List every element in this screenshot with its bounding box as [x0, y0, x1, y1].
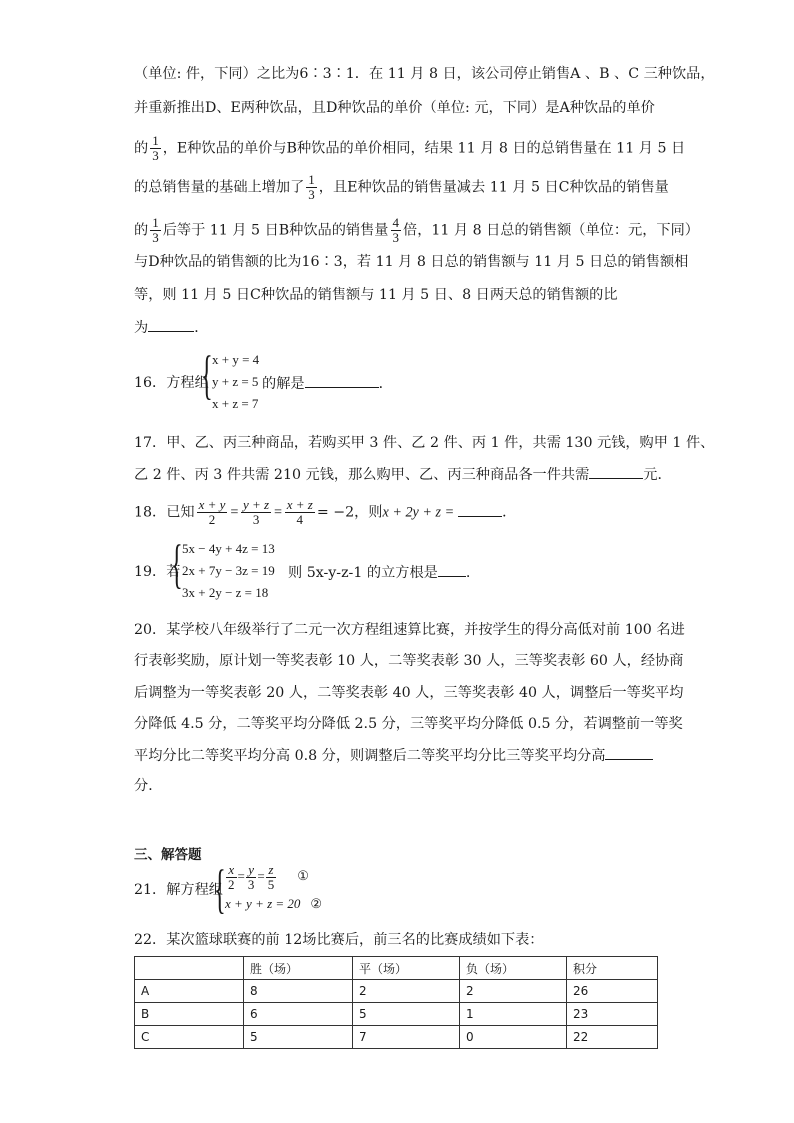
answer-blank[interactable] — [458, 502, 502, 517]
table-row: A 8 2 2 26 — [135, 980, 658, 1003]
system-brace: { — [201, 345, 213, 405]
q15-line-2: 并重新推出D、E两种饮品，且D种饮品的单价（单位: 元，下同）是A种饮品的单价 — [134, 100, 655, 116]
section-heading: 三、解答题 — [134, 847, 202, 863]
q16-system — [212, 352, 259, 412]
q20-line-4: 分降低 4.5 分，二等奖平均分降低 2.5 分，三等奖平均分降低 0.5 分，若调整前一等奖 — [134, 716, 683, 732]
q15-line-3: 的 $\frac{1}{3}$ ，E种饮品的单价与B种饮品的单价相同，结果 11 月 8 日的总销售量在 11 月 5 日 — [134, 133, 686, 163]
q15-line-5: 的 $\frac{1}{3}$ 后等于 11 月 5 日B种饮品的销售量 $\frac{4}{3}$ 倍，11 月 8 日总的销售额（单位：元，下同） — [134, 215, 699, 245]
q15-line-1: （单位: 件，下同）之比为6∶3∶1．在 11 月 8 日，该公司停止销售A 、B 、C 三种饮品， — [134, 66, 715, 82]
q17-line-1: 17．甲、乙、丙三种商品，若购买甲 3 件、乙 2 件、丙 1 件，共需 130 元钱，购甲 1 件、 — [134, 435, 715, 451]
table-row: C 5 7 0 22 — [135, 1026, 658, 1049]
fraction: $\frac{y}{3}$ — [247, 862, 255, 892]
q20-line-3: 后调整为一等奖表彰 20 人，二等奖表彰 40 人，三等奖表彰 40 人，调整后一等奖平均 — [134, 685, 684, 701]
equation: 2x + 7y − 3z = 19 — [182, 563, 275, 578]
equation: x + z = 7 — [212, 396, 259, 411]
fraction: $\frac{z}{5}$ — [267, 862, 275, 892]
q22-text: 22．某次篮球联赛的前 12场比赛后，前三名的比赛成绩如下表： — [134, 932, 544, 948]
q15-line-8: 为 ． — [134, 317, 208, 338]
q21-label: 21．解方程组 — [134, 882, 223, 898]
q21-system — [225, 863, 322, 912]
q20-line-5: 平均分比二等奖平均分高 0.8 分，则调整后二等奖平均分比三等奖平均分高 — [134, 745, 653, 766]
q19-suffix: 则 5x-y-z-1 的立方根是 . — [288, 562, 470, 583]
score-table — [134, 956, 658, 1049]
q19-label: 19．若 — [134, 564, 181, 580]
q15-line-6: 与D种饮品的销售额的比为16∶3，若 11 月 8 日总的销售额与 11 月 5 日总的销售额相 — [134, 254, 689, 270]
q21-equation-1: $\frac{x}{2}$ = $\frac{y}{3}$ = $\frac{z}{5}$ ① — [228, 862, 309, 892]
fraction-one-third: $\frac{1}{3}$ — [152, 215, 159, 245]
system-brace: { — [171, 534, 183, 594]
q16-suffix: 的解是 ． — [262, 373, 393, 394]
q20-line-1: 20．某学校八年级举行了二元一次方程组速算比赛，并按学生的得分高低对前 100 名进 — [134, 622, 685, 638]
table-row: B 6 5 1 23 — [135, 1003, 658, 1026]
fraction: $\frac{x + z}{4}$ — [286, 497, 313, 527]
fraction: $\frac{y + z}{3}$ — [243, 497, 270, 527]
q17-line-2: 乙 2 件、丙 3 件共需 210 元钱，那么购甲、乙、丙三种商品各一件共需 元． — [134, 464, 672, 485]
circled-two: ② — [310, 896, 323, 911]
table-header-row: 胜（场） 平（场） 负（场） 积分 — [135, 957, 658, 980]
fraction: $\frac{x}{2}$ — [228, 862, 235, 892]
answer-blank[interactable] — [605, 745, 653, 760]
fraction-four-thirds: $\frac{4}{3}$ — [392, 215, 399, 245]
q16-label: 16．方程组 — [134, 375, 209, 391]
q19-system — [182, 541, 275, 601]
q20-line-2: 行表彰奖励，原计划一等奖表彰 10 人，二等奖表彰 30 人，三等奖表彰 60 人，经协商 — [134, 653, 684, 669]
answer-blank[interactable] — [148, 317, 194, 332]
answer-blank[interactable] — [589, 464, 643, 479]
q15-line-7: 等，则 11 月 5 日C种饮品的销售额与 11 月 5 日、8 日两天总的销售额的比 — [134, 287, 618, 303]
system-brace: { — [214, 859, 226, 919]
fraction: $\frac{x + y}{2}$ — [198, 497, 226, 527]
q15-line-4: 的总销售量的基础上增加了 $\frac{1}{3}$ ，且E种饮品的销售量减去 11 月 5 日C种饮品的销售量 — [134, 172, 669, 202]
equation: 5x − 4y + 4z = 13 — [182, 541, 275, 556]
fraction-one-third: $\frac{1}{3}$ — [152, 133, 159, 163]
answer-blank[interactable] — [305, 373, 379, 388]
answer-blank[interactable] — [438, 562, 466, 577]
q18-line: 18．已知 $\frac{x + y}{2}$ = $\frac{y + z}{3}$ = $\frac{x + z}{4}$ = −2，则x + 2y + z = ． — [134, 497, 517, 527]
equation: y + z = 5 — [212, 374, 259, 389]
equation: 3x + 2y − z = 18 — [182, 585, 269, 600]
q21-equation-2: x + y + z = 20 ② — [225, 896, 323, 911]
q20-line-6: 分． — [134, 778, 163, 794]
equation: x + y = 4 — [212, 352, 260, 367]
fraction-one-third: $\frac{1}{3}$ — [308, 172, 315, 202]
circled-one: ① — [297, 868, 309, 884]
